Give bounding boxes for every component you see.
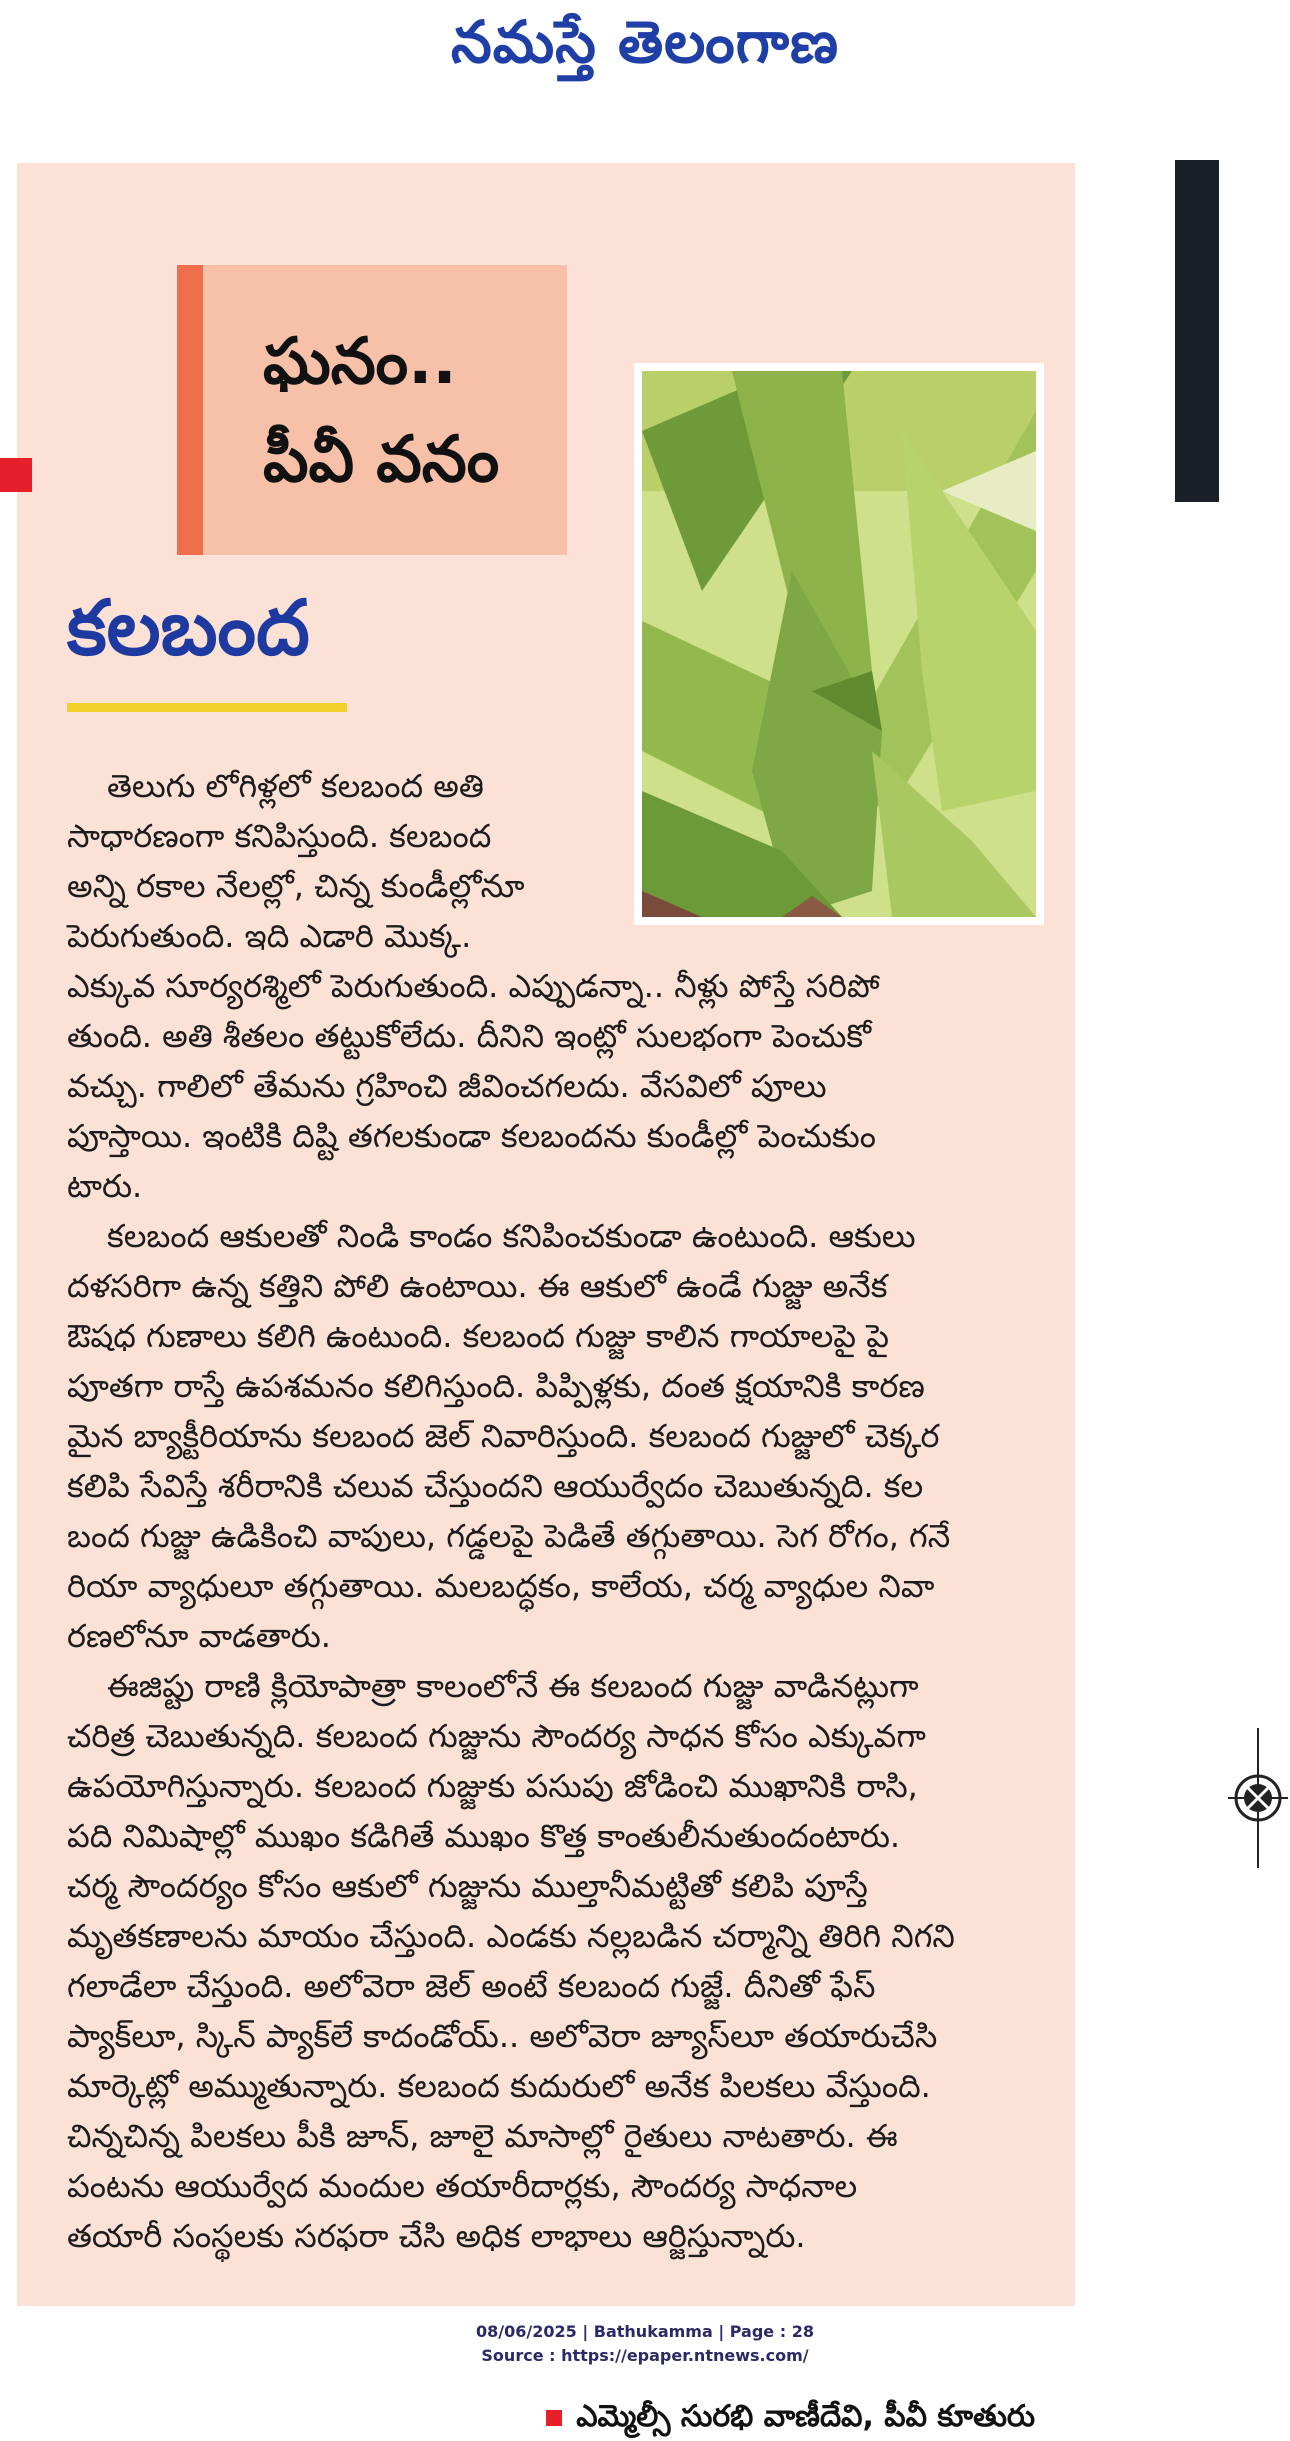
article-title-box [177, 265, 567, 555]
text-line: మైన బ్యాక్టీరియాను కలబంద జెల్ నివారిస్తుంది. కలబంద గుజ్జులో చెక్కర [67, 1417, 940, 1455]
masthead: నమస్తే తెలంగాణ [451, 8, 839, 76]
article-title-line-2: పీవీ వనం [263, 423, 500, 497]
byline-text: ఎమ్మెల్సీ సురభి వాణీదేవి, పీవీ కూతురు [576, 2399, 1035, 2434]
text-line: కలబంద ఆకులతో నిండి కాండం కనిపించకుండా ఉంటుంది. ఆకులు [107, 1217, 916, 1255]
text-line: పది నిమిషాల్లో ముఖం కడిగితే ముఖం కొత్త కాంతులీనుతుందంటారు. [67, 1817, 901, 1855]
text-line: కలిపి సేవిస్తే శరీరానికి చలువ చేస్తుందని ఆయుర్వేదం చెబుతున్నది. కల [67, 1467, 924, 1505]
adjacent-page-image-strip [1175, 160, 1219, 502]
text-line: ఈజిప్టు రాణి క్లియోపాత్రా కాలంలోనే ఈ కలబంద గుజ్జు వాడినట్లుగా [107, 1667, 919, 1705]
text-line: పెరుగుతుంది. ఇది ఎడారి మొక్క. [67, 917, 472, 955]
text-line: ఎక్కువ సూర్యరశ్మిలో పెరుగుతుంది. ఎప్పుడన్నా.. నీళ్లు పోస్తే సరిపో [67, 967, 880, 1005]
byline-marker-icon [546, 2410, 562, 2426]
text-line: ఔషధ గుణాలు కలిగి ఉంటుంది. కలబంద గుజ్జు కాలిన గాయాలపై పై [67, 1317, 889, 1355]
text-line: చర్మ సౌందర్యం కోసం ఆకులో గుజ్జును ముల్తానీమట్టితో కలిపి పూస్తే [67, 1867, 868, 1905]
text-line: చిన్నచిన్న పిలకలు పీకి జూన్, జూలై మాసాల్లో రైతులు నాటతారు. ఈ [67, 2117, 898, 2155]
text-line: సాధారణంగా కనిపిస్తుంది. కలబంద [67, 817, 492, 855]
article-heading: కలబంద [67, 583, 310, 672]
heading-marker-icon [0, 458, 32, 492]
heading-underline [67, 703, 347, 712]
text-line: మార్కెట్లో అమ్ముతున్నారు. కలబంద కుదురులో అనేక పిలకలు వేస్తుంది. [67, 2067, 931, 2105]
text-line: ఉపయోగిస్తున్నారు. కలబంద గుజ్జుకు పసుపు జోడించి ముఖానికి రాసి, [67, 1767, 918, 1805]
text-line: పంటను ఆయుర్వేద మందుల తయారీదార్లకు, సౌందర్య సాధనాల [67, 2167, 858, 2205]
text-line: మృతకణాలను మాయం చేస్తుంది. ఎండకు నల్లబడిన చర్మాన్ని తిరిగి నిగని [67, 1917, 955, 1955]
text-line: రియా వ్యాధులూ తగ్గుతాయి. మలబద్ధకం, కాలేయ, చర్మ వ్యాధుల నివా [67, 1567, 935, 1605]
author-byline [546, 2399, 1035, 2441]
article-title-line-1: ఘనం.. [263, 325, 457, 399]
text-line: గలాడేలా చేస్తుంది. అలోవెరా జెల్ అంటే కలబంద గుజ్జే. దీనితో ఫేస్ [67, 1967, 876, 2005]
text-line: తెలుగు లోగిళ్లలో కలబంద అతి [107, 767, 484, 805]
text-line: పూతగా రాస్తే ఉపశమనం కలిగిస్తుంది. పిప్పిళ్లకు, దంత క్షయానికి కారణ [67, 1367, 925, 1405]
text-line: పూస్తాయి. ఇంటికి దిష్టి తగలకుండా కలబందను కుండీల్లో పెంచుకుం [67, 1117, 876, 1155]
article-body [67, 761, 1057, 2261]
text-line: రణలోనూ వాడతారు. [67, 1617, 331, 1655]
text-line: తుంది. అతి శీతలం తట్టుకోలేదు. దీనిని ఇంట్లో సులభంగా పెంచుకో [67, 1017, 872, 1055]
text-line: చరిత్ర చెబుతున్నది. కలబంద గుజ్జును సౌందర్య సాధన కోసం ఎక్కువగా [67, 1717, 926, 1755]
text-line: టారు. [67, 1167, 143, 1205]
text-line: అన్ని రకాల నేలల్లో, చిన్న కుండీల్లోనూ [67, 867, 525, 905]
text-line: బంద గుజ్జు ఉడికించి వాపులు, గడ్డలపై పెడితే తగ్గుతాయి. సెగ రోగం, గనే [67, 1517, 951, 1555]
text-line: వచ్చు. గాలిలో తేమను గ్రహించి జీవించగలదు. వేసవిలో పూలు [67, 1067, 827, 1105]
registration-mark-icon [1228, 1728, 1288, 1868]
text-line: ప్యాక్‌లూ, స్కిన్ ప్యాక్‌లే కాదండోయ్.. అలోవెరా జ్యూస్‌లూ తయారుచేసి [67, 2017, 938, 2055]
text-line: తయారీ సంస్థలకు సరఫరా చేసి అధిక లాభాలు ఆర్జిస్తున్నారు. [67, 2217, 806, 2255]
footer-date-page: 08/06/2025 | Bathukamma | Page : 28 [476, 2322, 814, 2341]
footer-source: Source : https://epaper.ntnews.com/ [481, 2346, 809, 2365]
text-line: దళసరిగా ఉన్న కత్తిని పోలి ఉంటాయి. ఈ ఆకులో ఉండే గుజ్జు అనేక [67, 1267, 888, 1305]
